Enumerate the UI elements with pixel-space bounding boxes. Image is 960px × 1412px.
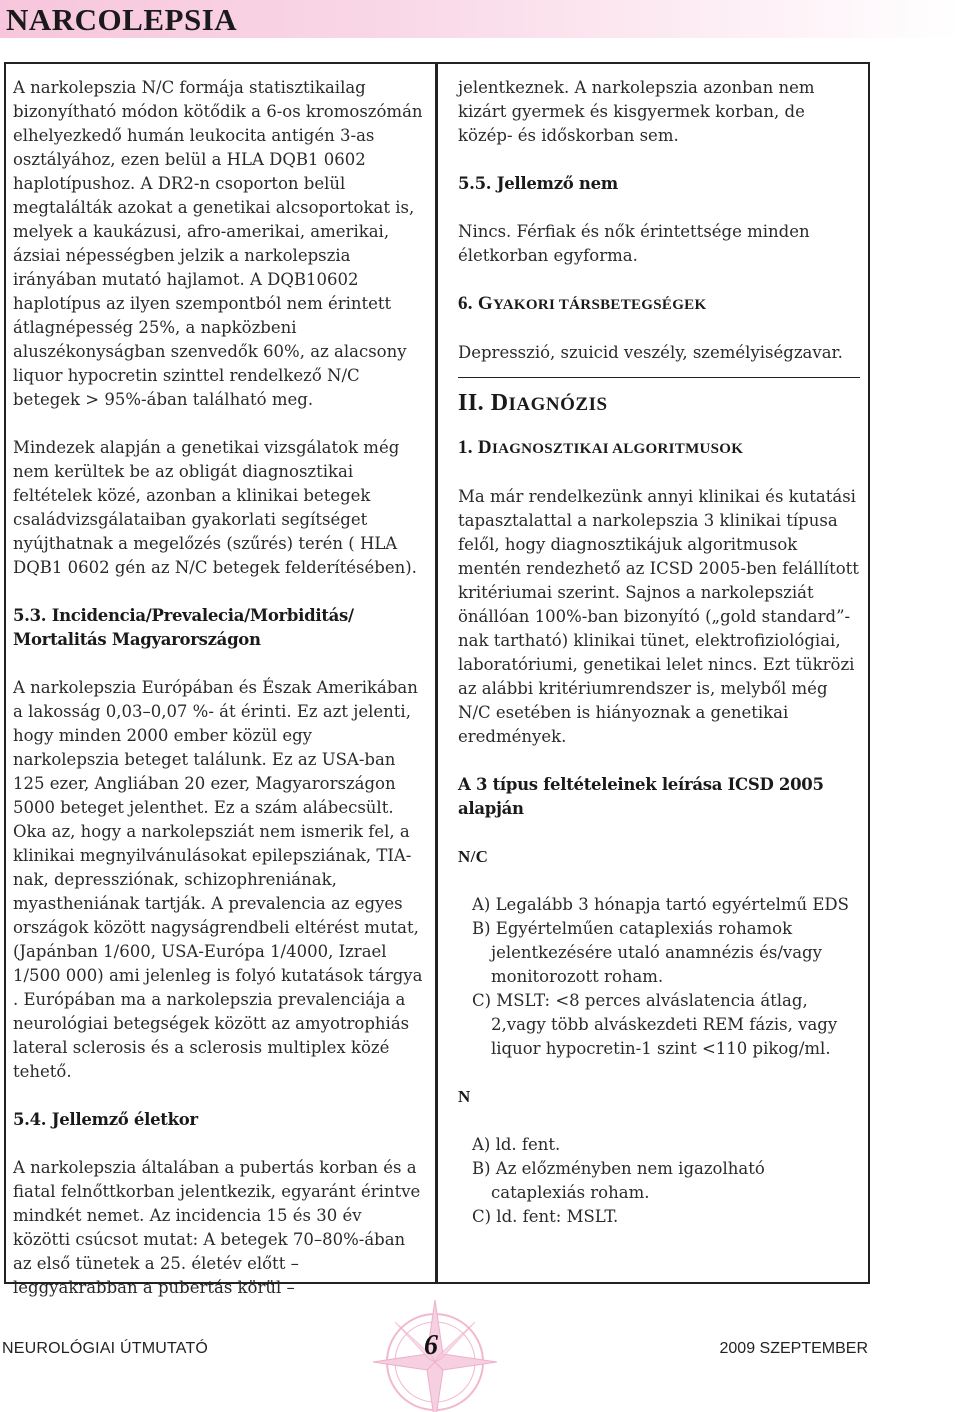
paragraph-algorithms: Ma már rendelkezünk annyi klinikai és kutatási tapasztalattal a narkolepszia 3 klinikai típusa felől, hogy diagnosztikájuk algoritmusok mentén rendezhető az ICSD 2005-ben felállított kritériumai szerint. Sajnos a narkolepsziát önállóan 100%-ban bizonyító („gold standard”-nak tartható) klinikai tünet, elektrofiziológiai, laboratóriumi, genetikai lelet nincs. Ezt tükrözi az alábbi kritériumrendszer is, melyből még N/C esetében is hiányoznak a genetikai eredmények.: [458, 487, 859, 746]
heading-algorithms: 1. DIAGNOSZTIKAI ALGORITMUSOK: [458, 437, 744, 458]
footer-publication: NEUROLÓGIAI ÚTMUTATÓ: [2, 1340, 209, 1357]
heading-incidence: 5.3. Incidencia/Prevalecia/Morbiditás/ Mortalitás Magyarországon: [13, 606, 354, 649]
right-column: [458, 76, 860, 1229]
list-item-nc-c: C) MSLT: <8 perces alváslatencia átlag, 2,vagy több alváskezdeti REM fázis, vagy liquor hypocretin-1 szint <110 pikog/ml.: [472, 991, 838, 1058]
page-title: NARCOLEPSIA: [6, 2, 238, 37]
heading-sex: 5.5. Jellemző nem: [458, 174, 618, 193]
list-item-n-b: B) Az előzményben nem igazolható cataplexiás roham.: [472, 1159, 765, 1202]
label-nc: N/C: [458, 847, 489, 866]
heading-three-types: A 3 típus feltételeinek leírása ICSD 2005 alapján: [458, 775, 824, 818]
paragraph-age: A narkolepszia általában a pubertás korban és a fiatal felnőttkorban jelentkezik, egyaránt érintve mindkét nemet. Az incidencia 15 és 30 év közötti csúcsot mutat: A betegek 70–80%-ában az első tünetek a 25. életév előtt – leggyakrabban a pubertás körül –: [13, 1158, 421, 1297]
paragraph-comorbidities: Depresszió, szuicid veszély, személyiségzavar.: [458, 343, 843, 362]
paragraph-age-continued: jelentkeznek. A narkolepszia azonban nem kizárt gyermek és kisgyermek korban, de közép- és időskorban sem.: [458, 78, 815, 145]
list-item-nc-a: A) Legalább 3 hónapja tartó egyértelmű EDS: [472, 895, 849, 914]
heading-age: 5.4. Jellemző életkor: [13, 1110, 198, 1129]
paragraph-prevalence: A narkolepszia Európában és Észak Amerikában a lakosság 0,03–0,07 %- át érinti. Ez azt jelenti, hogy minden 2000 ember közül egy narkolepszia beteget találunk. Ez az USA-ban 125 ezer, Angliában 20 ezer, Magyarországon 5000 beteget jelenthet. Ez a szám alábecsült. Oka az, hogy a narkolepsziát nem ismerik fel, a klinikai megnyilvánulásokat epilepsziának, TIA-nak, depressziónak, schizophreniának, myastheniának tartják. A prevalencia az egyes országok között nagyságrendbeli eltérést mutat, (Japánban 1/600, USA-Európa 1/4000, Izrael 1/500 000) ami jelenleg is folyó kutatások tárgya . Európában ma a narkolepszia prevalenciája a neurológiai betegségek között az amyotrophiás lateral sclerosis és a sclerosis multiplex közé tehető.: [13, 678, 423, 1081]
label-n: N: [458, 1087, 471, 1106]
column-divider: [435, 62, 438, 1284]
list-item-nc-b: B) Egyértelműen cataplexiás rohamok jelentkezésére utaló anamnézis és/vagy monitorozott roham.: [472, 919, 822, 986]
heading-diagnosis: II. DIAGNÓZIS: [458, 390, 608, 416]
list-item-n-a: A) ld. fent.: [472, 1135, 561, 1154]
paragraph-sex: Nincs. Férfiak és nők érintettsége minden életkorban egyforma.: [458, 222, 810, 265]
section-divider: [458, 377, 860, 378]
footer-date: 2009 SZEPTEMBER: [719, 1340, 868, 1357]
paragraph-hla: A narkolepszia N/C formája statisztikailag bizonyítható módon kötődik a 6-os kromoszómán elhelyezkedő humán leukocita antigén 3-as osztályához, ezen belül a HLA DQB1 0602 haplotípushoz. A DR2-n csoporton belül megtalálták azokat a genetikai alcsoportokat is, melyek a kaukázusi, afro-amerikai, amerikai, ázsiai népességben jelzik a narkolepszia irányában mutató hajlamot. A DQB10602 haplotípus az ilyen szempontból nem érintett átlagnépesség 25%, a napközbeni aluszékonyságban szenvedők 60%, az alacsony liquor hypocretin szinttel rendelkező N/C betegek > 95%-ában található meg.: [13, 78, 423, 409]
page-number: 6: [424, 1330, 438, 1361]
heading-comorbidities: 6. GYAKORI TÁRSBETEGSÉGEK: [458, 293, 707, 314]
paragraph-genetic-tests: Mindezek alapján a genetikai vizsgálatok még nem kerültek be az obligát diagnosztikai feltételek közé, azonban a klinikai betegek családvizsgálataiban gyakorlati segítséget nyújthatnak a megelőzés (szűrés) terén ( HLA DQB1 0602 gén az N/C betegek felderítésében).: [13, 438, 417, 577]
list-item-n-c: C) ld. fent: MSLT.: [472, 1207, 619, 1226]
left-column: [13, 76, 423, 1300]
